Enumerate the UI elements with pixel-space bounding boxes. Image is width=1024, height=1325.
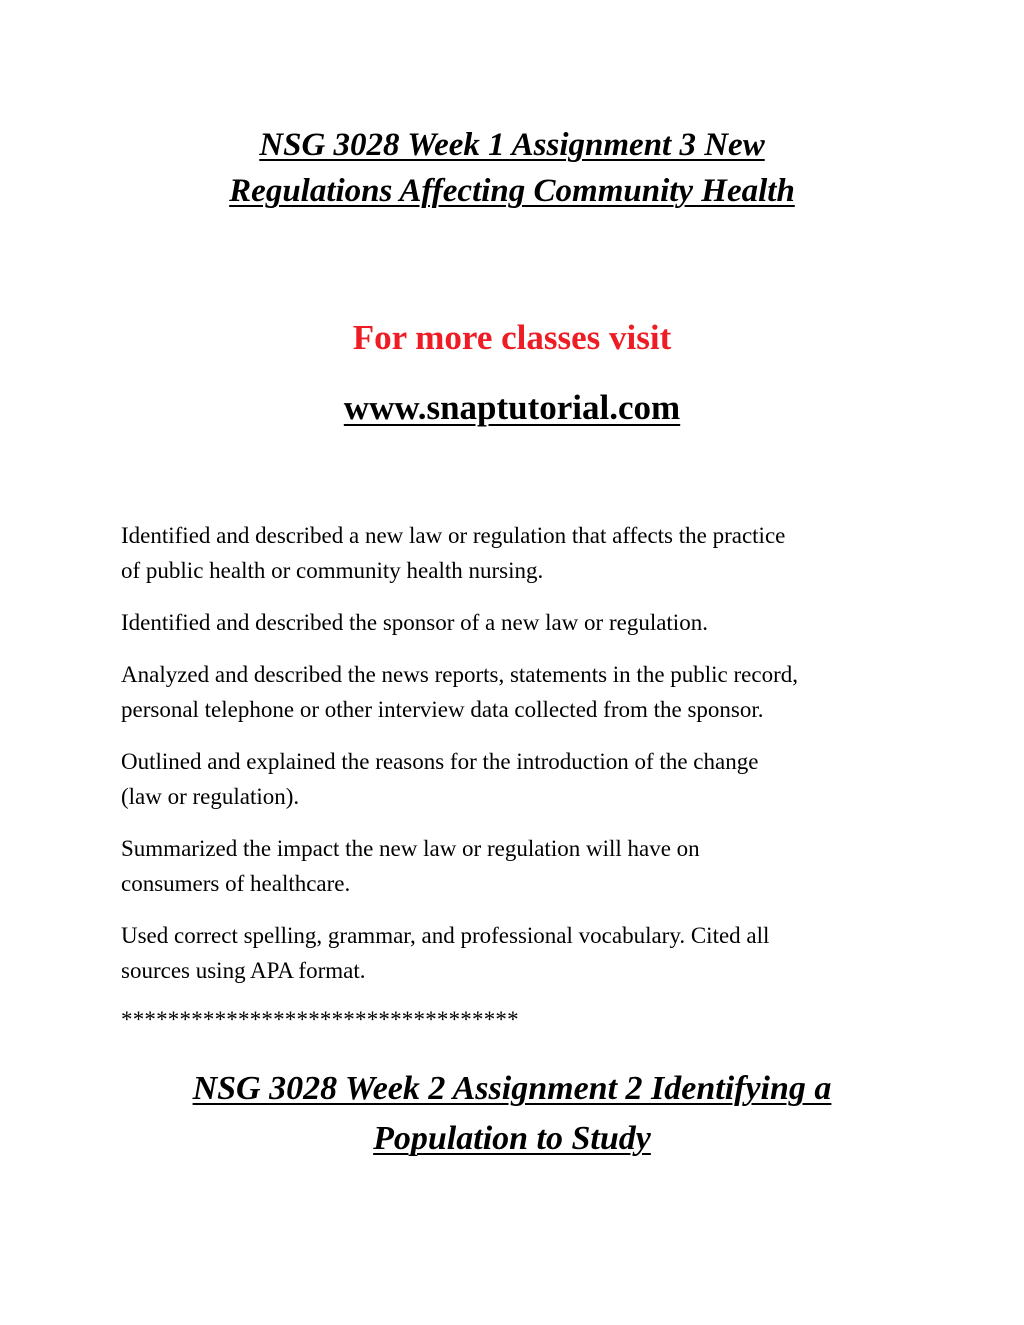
separator-stars: ********************************** bbox=[121, 1007, 519, 1032]
list-item-line: sources using APA format. bbox=[121, 958, 366, 983]
list-item bbox=[121, 605, 921, 640]
title-line-1: NSG 3028 Week 2 Assignment 2 Identifying a bbox=[192, 1070, 832, 1107]
requirements-list bbox=[121, 518, 921, 1005]
assignment-title-week-2 bbox=[100, 1064, 924, 1164]
list-item-line: Analyzed and described the news reports, statements in the public record, bbox=[121, 662, 798, 687]
list-item bbox=[121, 744, 921, 814]
list-item-line: personal telephone or other interview data collected from the sponsor. bbox=[121, 697, 764, 722]
list-item-line: Identified and described the sponsor of a new law or regulation. bbox=[121, 610, 708, 635]
list-item-line: of public health or community health nursing. bbox=[121, 558, 544, 583]
list-item bbox=[121, 657, 921, 727]
title-line-2: Population to Study bbox=[373, 1120, 651, 1157]
assignment-title-week-1 bbox=[100, 122, 924, 214]
list-item bbox=[121, 918, 921, 988]
list-item-line: (law or regulation). bbox=[121, 784, 300, 809]
list-item-line: Identified and described a new law or regulation that affects the practice bbox=[121, 523, 786, 548]
website-link[interactable]: www.snaptutorial.com bbox=[343, 388, 681, 427]
list-item-line: consumers of healthcare. bbox=[121, 871, 351, 896]
list-item bbox=[121, 518, 921, 588]
list-item-line: Outlined and explained the reasons for the introduction of the change bbox=[121, 749, 759, 774]
promo-text: For more classes visit bbox=[352, 318, 672, 357]
title-line-1: NSG 3028 Week 1 Assignment 3 New bbox=[259, 127, 765, 163]
list-item-line: Summarized the impact the new law or regulation will have on bbox=[121, 836, 700, 861]
title-line-2: Regulations Affecting Community Health bbox=[229, 173, 795, 209]
list-item-line: Used correct spelling, grammar, and professional vocabulary. Cited all bbox=[121, 923, 770, 948]
list-item bbox=[121, 831, 921, 901]
